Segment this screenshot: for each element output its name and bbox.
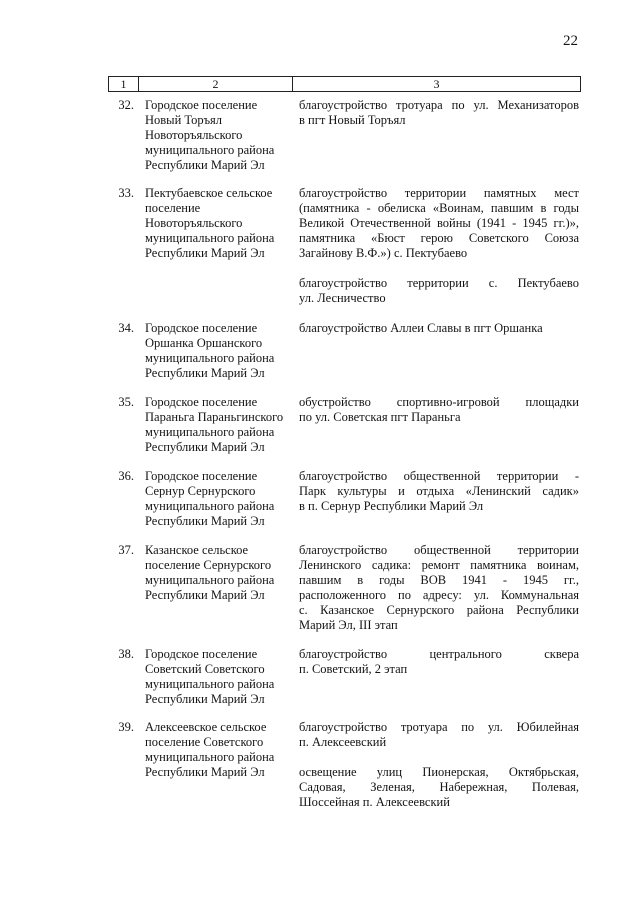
settlement-name-line: Советский Советского [145,662,265,676]
header-col-1: 1 [109,77,139,91]
work-line: Великой Отечественной войны (1941 - 1945 гг.)», [299,216,579,230]
work-line: благоустройство территории с. Пектубаево [299,276,579,290]
settlement-name-line: Новоторъяльского [145,128,243,142]
settlement-name-line: муниципального района [145,573,275,587]
settlement-name-line: муниципального района [145,750,275,764]
work-line: в п. Сернур Республики Марий Эл [299,499,484,513]
header-col-3: 3 [433,77,440,91]
page-number: 22 [563,33,578,49]
work-line: с. Казанское Сернурского района Республики [299,603,579,617]
header-col-2: 2 [139,77,293,91]
settlement-name-line: Казанское сельское [145,543,249,557]
work-line: благоустройство общественной территории - [299,469,579,483]
settlement-name-line: Городское поселение [145,469,258,483]
settlement-name-line: поселение Советского [145,735,264,749]
work-line: благоустройство тротуара по ул. Юбилейная [299,720,579,734]
settlement-name-line: Пектубаевское сельское [145,186,273,200]
settlement-name-line: поселение [145,201,201,215]
settlement-name-line: Параньга Параньгинского [145,410,284,424]
settlement-name-line: Республики Марий Эл [145,246,265,260]
work-line: п. Алексеевский [299,735,387,749]
work-item [299,469,579,514]
row-number: 34. [118,321,134,335]
work-item [299,321,579,336]
settlement-name-line: Республики Марий Эл [145,588,265,602]
works-description [299,647,579,677]
settlement-name [145,321,295,381]
work-line: благоустройство тротуара по ул. Механизаторов [299,98,579,112]
settlement-name [145,395,295,455]
settlement-name-line: Республики Марий Эл [145,440,265,454]
works-description [299,321,579,336]
works-description [299,469,579,514]
work-line: Парк культуры и отдыха «Ленинский садик» [299,484,579,498]
work-item [299,543,579,633]
work-line: в пгт Новый Торъял [299,113,406,127]
settlement-name [145,98,295,173]
works-description [299,98,579,128]
work-line: расположенного по адресу: ул. Коммунальная [299,588,579,602]
row-number: 32. [118,98,134,112]
row-number: 36. [118,469,134,483]
settlement-name-line: муниципального района [145,231,275,245]
row-number: 33. [118,186,134,200]
settlement-name [145,543,295,603]
settlement-name-line: Алексеевское сельское [145,720,267,734]
settlement-name-line: муниципального района [145,351,275,365]
settlement-name-line: Новый Торъял [145,113,223,127]
settlement-name-line: Городское поселение [145,98,258,112]
work-line: Марий Эл, III этап [299,618,398,632]
settlement-name-line: Республики Марий Эл [145,366,265,380]
work-line: благоустройство территории памятных мест [299,186,579,200]
settlement-name-line: Республики Марий Эл [145,692,265,706]
work-item [299,186,579,261]
work-line: освещение улиц Пионерская, Октябрьская, [299,765,579,779]
work-item [299,395,579,425]
settlement-name-line: Республики Марий Эл [145,765,265,779]
work-line: благоустройство общественной территории [299,543,579,557]
settlement-name [145,186,295,261]
work-line: Ленинского садика: ремонт памятника воинам, [299,558,579,572]
table-header [108,76,581,92]
settlement-name-line: Республики Марий Эл [145,158,265,172]
works-description [299,186,579,306]
settlement-name-line: Городское поселение [145,647,258,661]
work-item [299,276,579,306]
settlement-name-line: Городское поселение [145,321,258,335]
settlement-name-line: поселение Сернурского [145,558,272,572]
work-line: павшим в годы ВОВ 1941 - 1945 гг., [299,573,579,587]
work-item [299,647,579,677]
settlement-name-line: муниципального района [145,143,275,157]
settlement-name-line: Городское поселение [145,395,258,409]
works-description [299,720,579,810]
work-item [299,98,579,128]
work-line: Шоссейная п. Алексеевский [299,795,450,809]
settlement-name-line: муниципального района [145,677,275,691]
works-description [299,543,579,633]
row-number: 35. [118,395,134,409]
work-line: благоустройство центрального сквера [299,647,579,661]
settlement-name-line: Республики Марий Эл [145,514,265,528]
work-line: ул. Лесничество [299,291,386,305]
settlement-name [145,720,295,780]
work-line: (памятника - обелиска «Воинам, павшим в годы [299,201,579,215]
row-number: 38. [118,647,134,661]
work-line: п. Советский, 2 этап [299,662,408,676]
work-line: обустройство спортивно-игровой площадки [299,395,579,409]
work-line: благоустройство Аллеи Славы в пгт Оршанка [299,321,543,335]
work-line: Загайнову В.Ф.») с. Пектубаево [299,246,468,260]
work-item [299,720,579,750]
row-number: 37. [118,543,134,557]
settlement-name [145,647,295,707]
row-number: 39. [118,720,134,734]
settlement-name-line: муниципального района [145,499,275,513]
work-item [299,765,579,810]
work-line: Садовая, Зеленая, Набережная, Полевая, [299,780,579,794]
work-line: памятника «Бюст герою Советского Союза [299,231,579,245]
work-line: по ул. Советская пгт Параньга [299,410,461,424]
settlement-name-line: Сернур Сернурского [145,484,256,498]
settlement-name-line: Оршанка Оршанского [145,336,263,350]
settlement-name-line: муниципального района [145,425,275,439]
settlement-name [145,469,295,529]
works-description [299,395,579,425]
settlement-name-line: Новоторъяльского [145,216,243,230]
